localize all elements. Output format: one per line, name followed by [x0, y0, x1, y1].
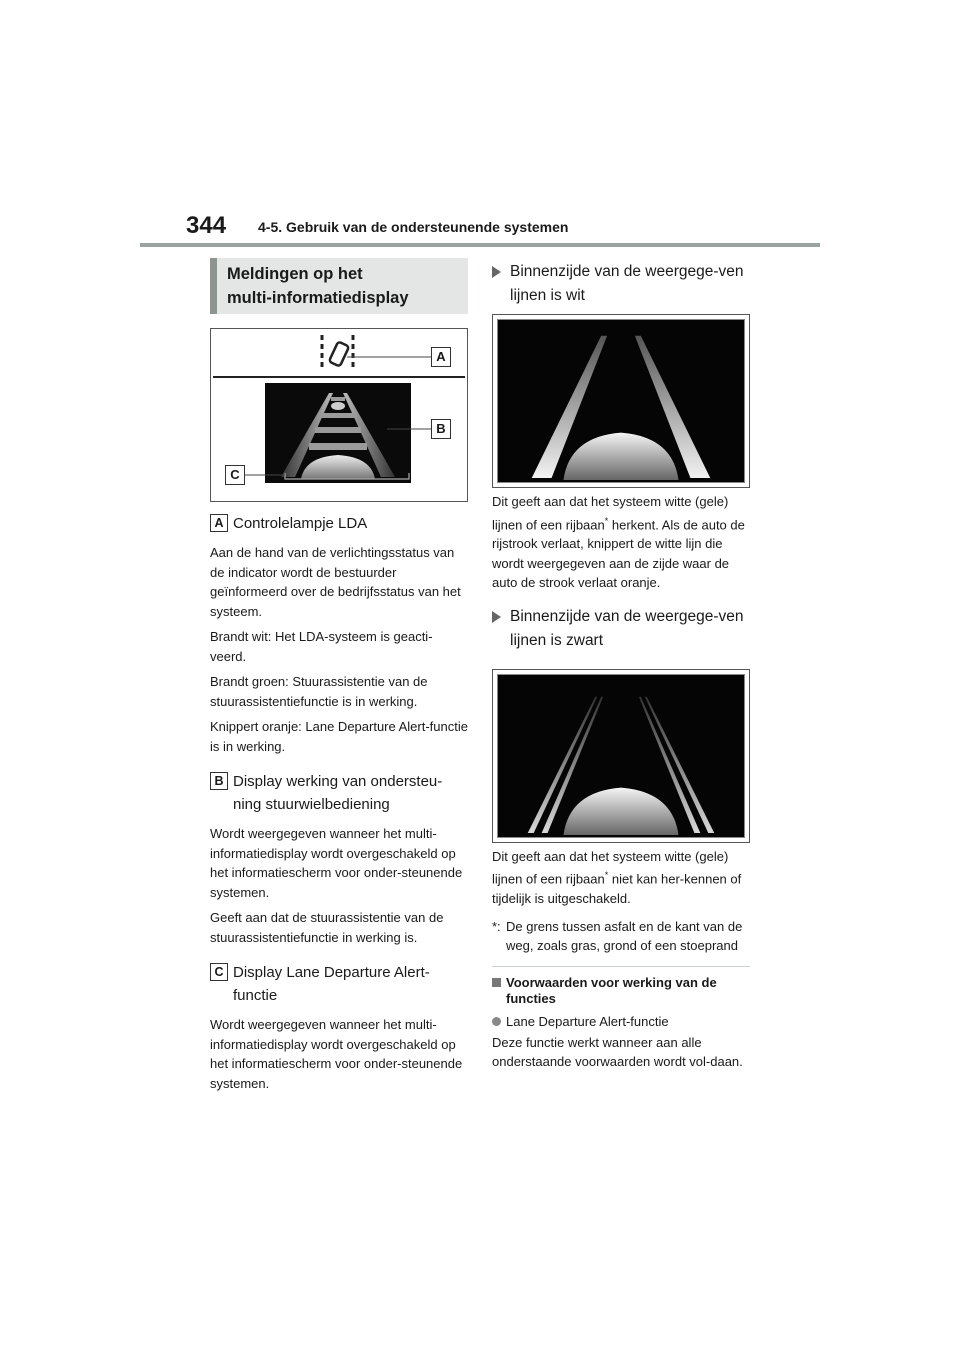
section-title-line2: multi-informatiedisplay [227, 289, 409, 307]
left-column [210, 258, 468, 1093]
black-lines-text: Dit geeft aan dat het systeem witte (gele) lijnen of een rijbaan* niet kan her-kennen of tijdelijk is uitgeschakeld. [492, 848, 742, 907]
figure-callout-a: A [431, 347, 451, 367]
section-title-line1: Meldingen op het [227, 265, 363, 283]
black-lines-title: Binnenzijde van de weergege-ven lijnen is zwart [510, 607, 744, 649]
chapter-title: 4-5. Gebruik van de ondersteunende systemen [258, 219, 569, 235]
item-c-title: Display Lane Departure Alert-functie [233, 964, 430, 1004]
item-c-paragraph: Wordt weergegeven wanneer het multi-informatiedisplay wordt overgeschakeld op het informatiescherm voor onder-steunende systemen. [210, 1017, 463, 1091]
header-rule [140, 243, 820, 247]
figure-callout-b: B [431, 419, 451, 439]
letter-box-b: B [210, 772, 228, 790]
separator [492, 966, 750, 967]
lda-indicator-icon [322, 335, 353, 371]
white-lanes-illustration [497, 319, 745, 483]
mid-display-illustration [211, 329, 467, 501]
item-a-paragraph: Knippert oranje: Lane Departure Alert-functie is in werking. [210, 719, 468, 754]
arrow-right-icon [492, 266, 504, 308]
letter-box-c: C [210, 963, 228, 981]
footnote [492, 917, 750, 956]
letter-box-a: A [210, 514, 228, 532]
bullet-text: Deze functie werkt wanneer aan alle onderstaande voorwaarden wordt vol-daan. [492, 1034, 743, 1070]
item-b-heading [210, 770, 468, 816]
conditions-heading [492, 975, 750, 1007]
black-lanes-illustration [497, 674, 745, 838]
item-a-title: Controlelampje LDA [233, 515, 368, 532]
square-bullet-icon [492, 978, 501, 987]
item-a-paragraph: Aan de hand van de verlichtingsstatus van de indicator wordt de bestuurder geïnformeerd over de bedrijfsstatus van het systeem. [210, 545, 461, 619]
item-a-paragraph: Brandt groen: Stuurassistentie van de stuurassistentiefunctie is in werking. [210, 674, 428, 709]
item-b-title: Display werking van ondersteu-ning stuurwielbediening [233, 773, 443, 813]
white-lines-title: Binnenzijde van de weergege-ven lijnen is wit [510, 263, 744, 304]
figure-callout-c: C [225, 465, 245, 485]
white-lines-figure [492, 314, 750, 488]
conditions-title: Voorwaarden voor werking van de functies [506, 974, 717, 1006]
arrow-right-icon [492, 611, 504, 653]
item-b-paragraph: Wordt weergegeven wanneer het multi-informatiedisplay wordt overgeschakeld op het informatiescherm voor onder-steunende systemen. [210, 826, 463, 900]
footnote-mark: *: [492, 918, 501, 934]
item-c-heading [210, 961, 468, 1007]
item-a-heading [210, 512, 468, 535]
section-title [210, 258, 468, 314]
white-lines-heading [492, 260, 750, 308]
circle-bullet-icon [492, 1017, 501, 1026]
white-lines-text: Dit geeft aan dat het systeem witte (gele) lijnen of een rijbaan* herkent. Als de auto de rijstrook verlaat, knippert de witte lijn die wordt weergegeven aan de zijde waar de auto de strook verlaat oranje. [492, 494, 745, 591]
page-number: 344 [186, 212, 227, 239]
bullet-label: Lane Departure Alert-functie [506, 1013, 669, 1029]
mid-display-figure [210, 328, 468, 502]
black-lines-figure [492, 669, 750, 843]
item-b-paragraph: Geeft aan dat de stuurassistentie van de stuurassistentiefunctie in werking is. [210, 910, 444, 945]
list-item [492, 1012, 750, 1031]
item-a-paragraph: Brandt wit: Het LDA-systeem is geacti-veerd. [210, 629, 433, 664]
black-lines-heading [492, 605, 750, 653]
right-column [492, 258, 750, 1072]
footnote-text: De grens tussen asfalt en de kant van de weg, zoals gras, grond of een stoeprand [506, 918, 743, 954]
